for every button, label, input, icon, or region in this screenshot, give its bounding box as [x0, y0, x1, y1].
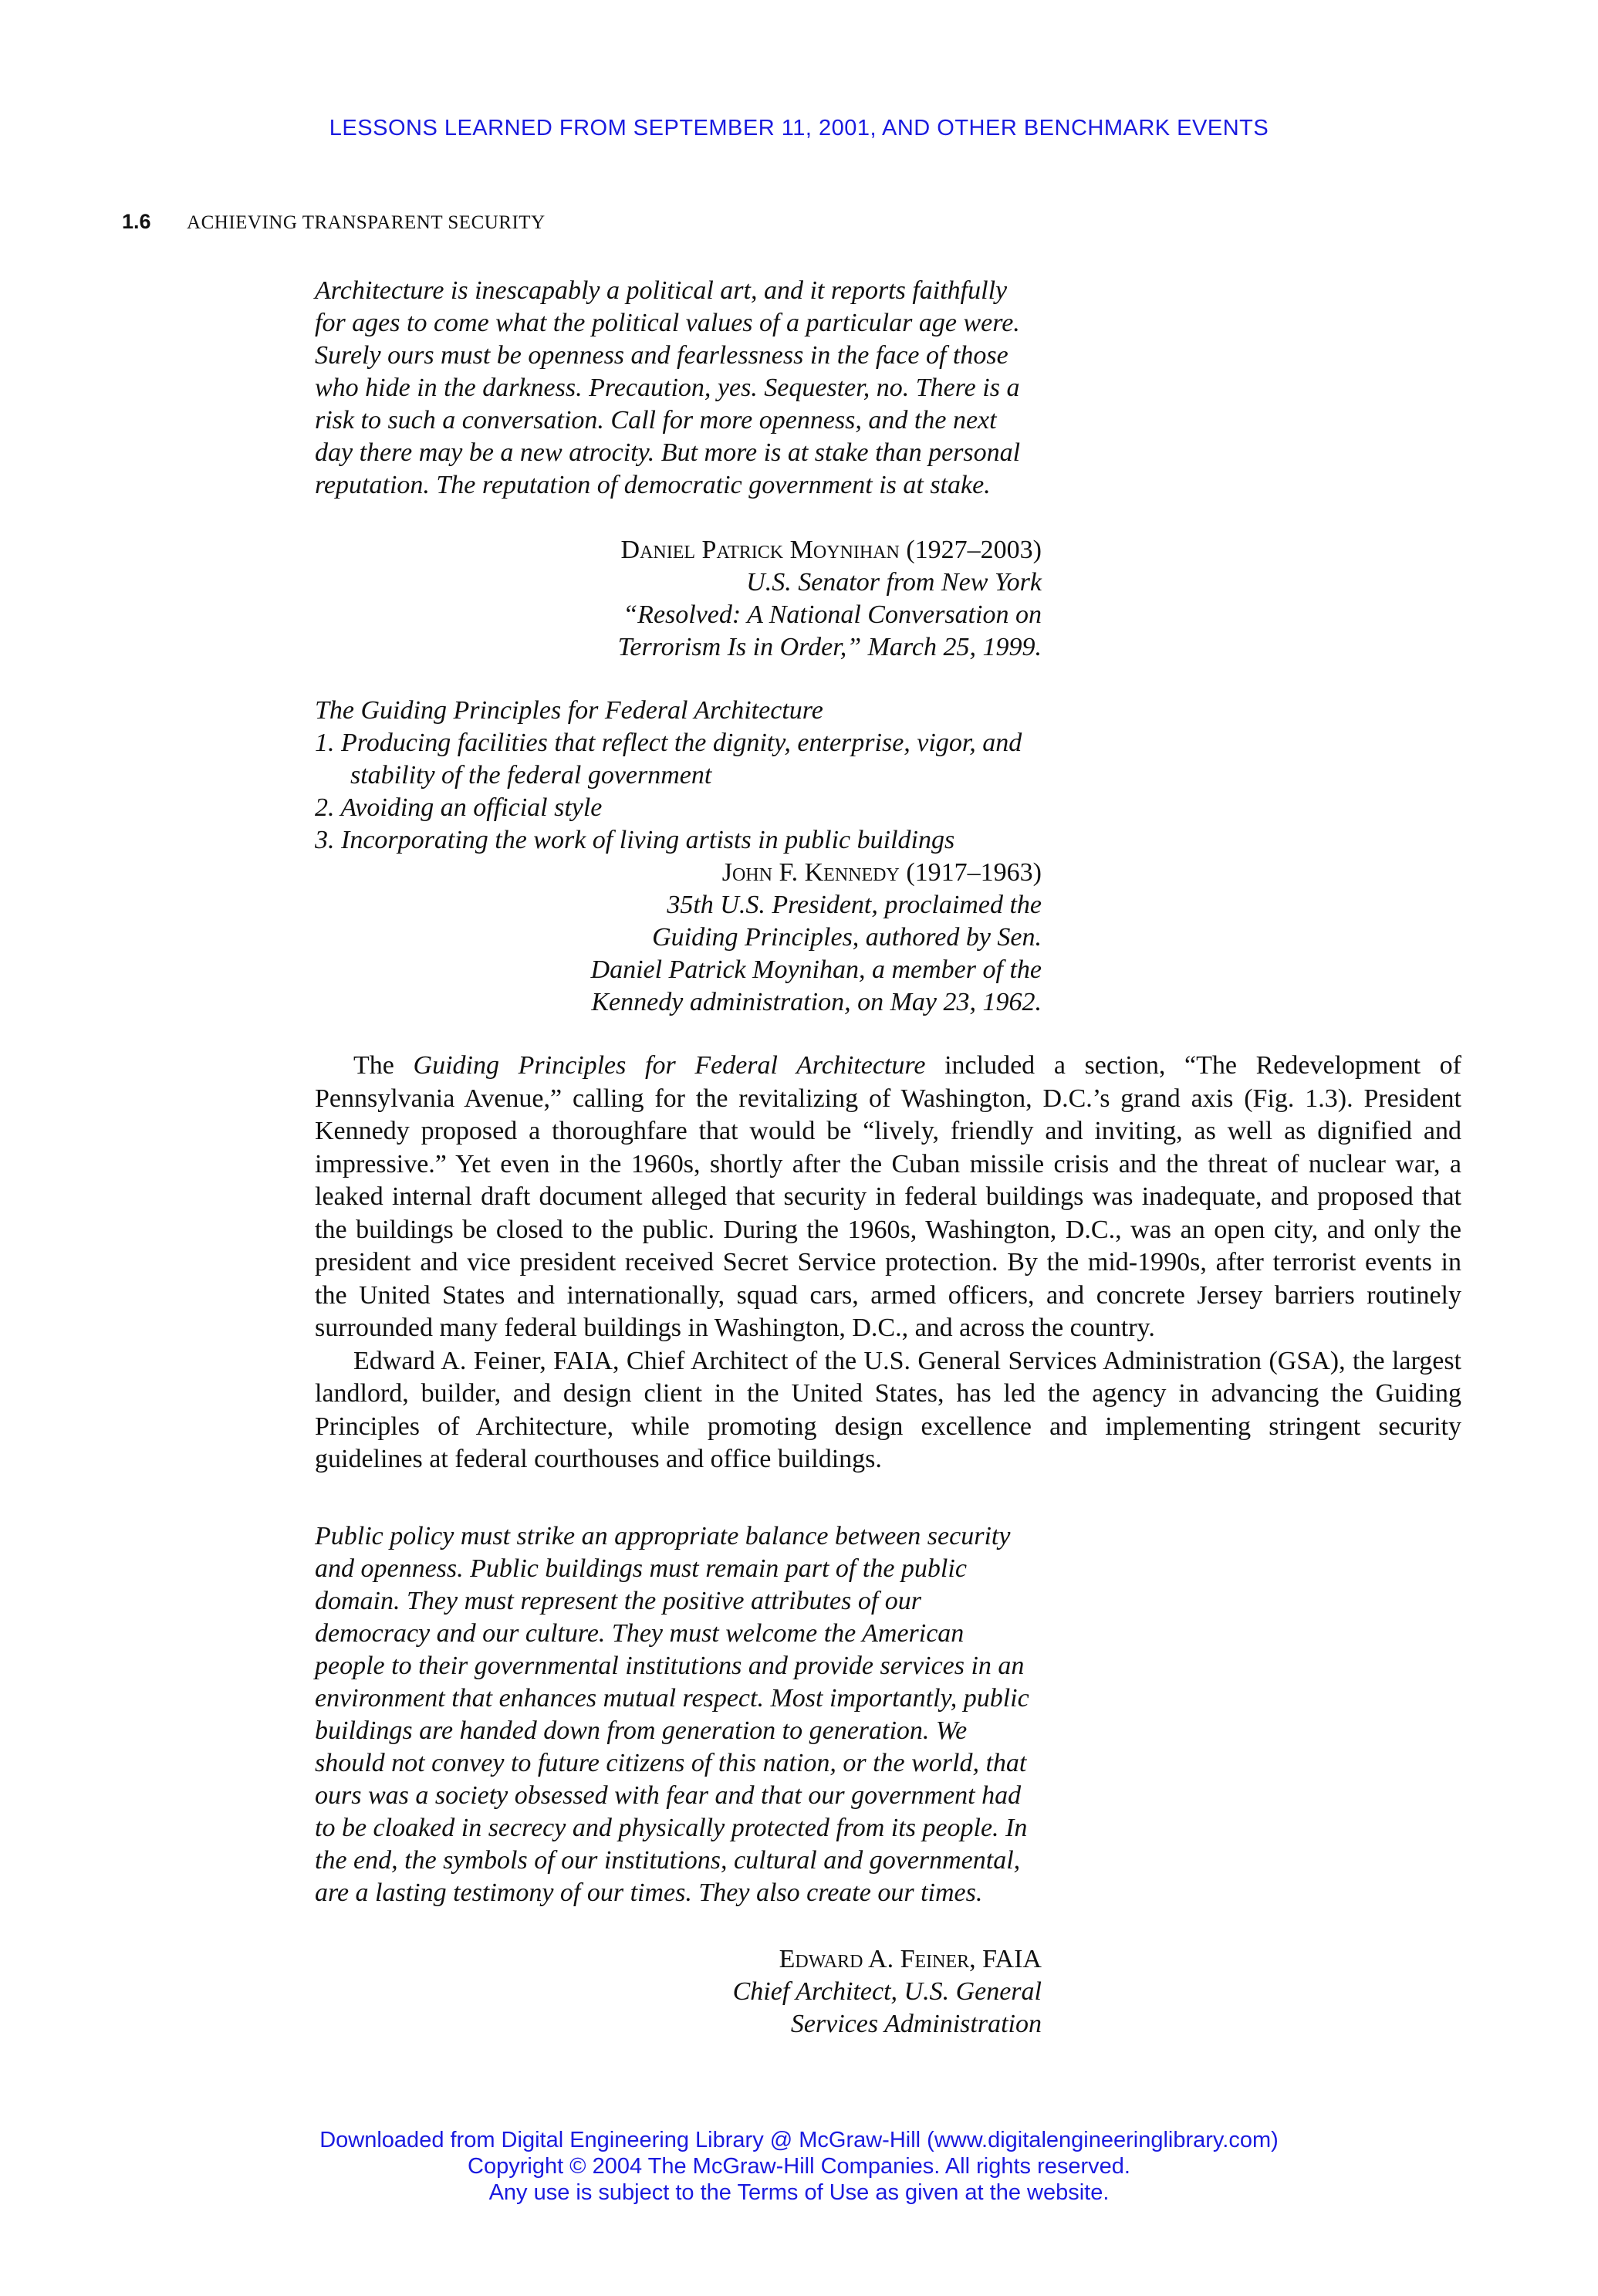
- attribution-role: U.S. Senator from New York: [746, 568, 1042, 597]
- attribution-line: Guiding Principles, authored by Sen.: [652, 923, 1042, 952]
- quote-text: Public policy must strike an appropriate balance between security and openness. Public buildings must remain part of the public domain. They must represent the positive attributes of our democracy and our culture. They must welcome the American people to their governmental institutions and provide services in an environment that enhances mutual respect. Most importantly, public buildings are handed down from generation to generation. We should not convey to future citizens of this nation, or the world, that ours was a society obsessed with fear and that our government had to be cloaked in secrecy and physically protected from its people. In the end, the symbols of our institutions, cultural and governmental, are a lasting testimony of our times. They also create our times.: [315, 1522, 1029, 1907]
- attribution-source-line: “Resolved: A National Conversation on: [623, 600, 1042, 629]
- body-text-run: The: [353, 1051, 414, 1080]
- attribution-dates: (1917–1963): [899, 858, 1042, 887]
- body-text: [315, 1050, 1461, 1476]
- attribution-kennedy: [502, 857, 1042, 1019]
- attribution-line: Daniel Patrick Moynihan, a member of the: [590, 955, 1042, 984]
- attribution-name: Daniel Patrick Moynihan: [620, 536, 900, 564]
- list-item: 2. Avoiding an official style: [315, 793, 603, 822]
- running-title: ACHIEVING TRANSPARENT SECURITY: [187, 212, 546, 233]
- principles-title: The Guiding Principles for Federal Architecture: [315, 696, 823, 725]
- footer-terms-link[interactable]: Any use is subject to the Terms of Use as given at the website.: [488, 2180, 1110, 2205]
- footer-copyright: Copyright © 2004 The McGraw-Hill Companies. All rights reserved.: [468, 2154, 1130, 2179]
- attribution-line: Chief Architect, U.S. General: [732, 1977, 1042, 2006]
- attribution-line: Services Administration: [790, 2010, 1042, 2038]
- body-paragraph: Edward A. Feiner, FAIA, Chief Architect of the U.S. General Services Administration (GSA), the largest landlord, builder, and design client in the United States, has led the agency in advancing the Guiding Principles of Architecture, while promoting design excellence and implementing stringent security guidelines at federal courthouses and office buildings.: [315, 1346, 1461, 1473]
- attribution-name: Edward A. Feiner: [779, 1945, 970, 1973]
- attribution-moynihan: [502, 534, 1042, 664]
- page-number: 1.6: [122, 210, 151, 233]
- footer-notice: [0, 2127, 1598, 2206]
- principles-list: [315, 727, 1040, 857]
- attribution-name-line: [502, 857, 1042, 889]
- attribution-source-line: Terrorism Is in Order,” March 25, 1999.: [617, 633, 1042, 661]
- epigraph-moynihan: [315, 275, 1040, 502]
- list-item: 3. Incorporating the work of living artists in public buildings: [315, 826, 955, 854]
- attribution-line: Kennedy administration, on May 23, 1962.: [591, 988, 1042, 1016]
- attribution-dates: (1927–2003): [899, 536, 1042, 564]
- attribution-line: 35th U.S. President, proclaimed the: [667, 891, 1042, 919]
- attribution-suffix: , FAIA: [969, 1945, 1042, 1973]
- epigraph-guiding-principles: [315, 695, 1040, 857]
- attribution-name: John F. Kennedy: [721, 858, 900, 887]
- list-item: 1. Producing facilities that reflect the dignity, enterprise, vigor, and stability of the federal government: [315, 729, 1022, 790]
- attribution-feiner: [502, 1943, 1042, 2041]
- body-text-run: included a section, “The Redevelopment of Pennsylvania Avenue,” calling for the revitalizing of Washington, D.C.’s grand axis (Fig. 1.3). President Kennedy proposed a thoroughfare that would be “lively, friendly and inviting, as well as dignified and impressive.” Yet even in the 1960s, shortly after the Cuban missile crisis and the threat of nuclear war, a leaked internal draft document alleged that security in federal buildings was inadequate, and proposed that the buildings be closed to the public. During the 1960s, Washington, D.C., was an open city, and only the president and vice president received Secret Service protection. By the mid-1990s, after terrorist events in the United States and internationally, squad cars, armed officers, and concrete Jersey barriers routinely surrounded many federal buildings in Washington, D.C., and across the country.: [315, 1051, 1461, 1342]
- quote-text: Architecture is inescapably a political art, and it reports faithfully for ages to come what the political values of a particular age were. Surely ours must be openness and fearlessness in the face of those who hide in the darkness. Precaution, yes. Sequester, no. There is a risk to such a conversation. Call for more openness, and the next day there may be a new atrocity. But more is at stake than personal reputation. The reputation of democratic government is at stake.: [315, 276, 1021, 499]
- epigraph-feiner: [315, 1520, 1040, 1909]
- attribution-name-line: [502, 1943, 1042, 1976]
- body-paragraph: [315, 1050, 1461, 1345]
- body-italic-title: Guiding Principles for Federal Architecture: [413, 1051, 926, 1080]
- header-banner-link[interactable]: LESSONS LEARNED FROM SEPTEMBER 11, 2001, AND OTHER BENCHMARK EVENTS: [329, 116, 1269, 140]
- footer-download-link[interactable]: Downloaded from Digital Engineering Library @ McGraw-Hill (www.digitalengineeringlibrary.com): [319, 2128, 1279, 2152]
- attribution-name-line: [502, 534, 1042, 566]
- running-head: [122, 210, 546, 234]
